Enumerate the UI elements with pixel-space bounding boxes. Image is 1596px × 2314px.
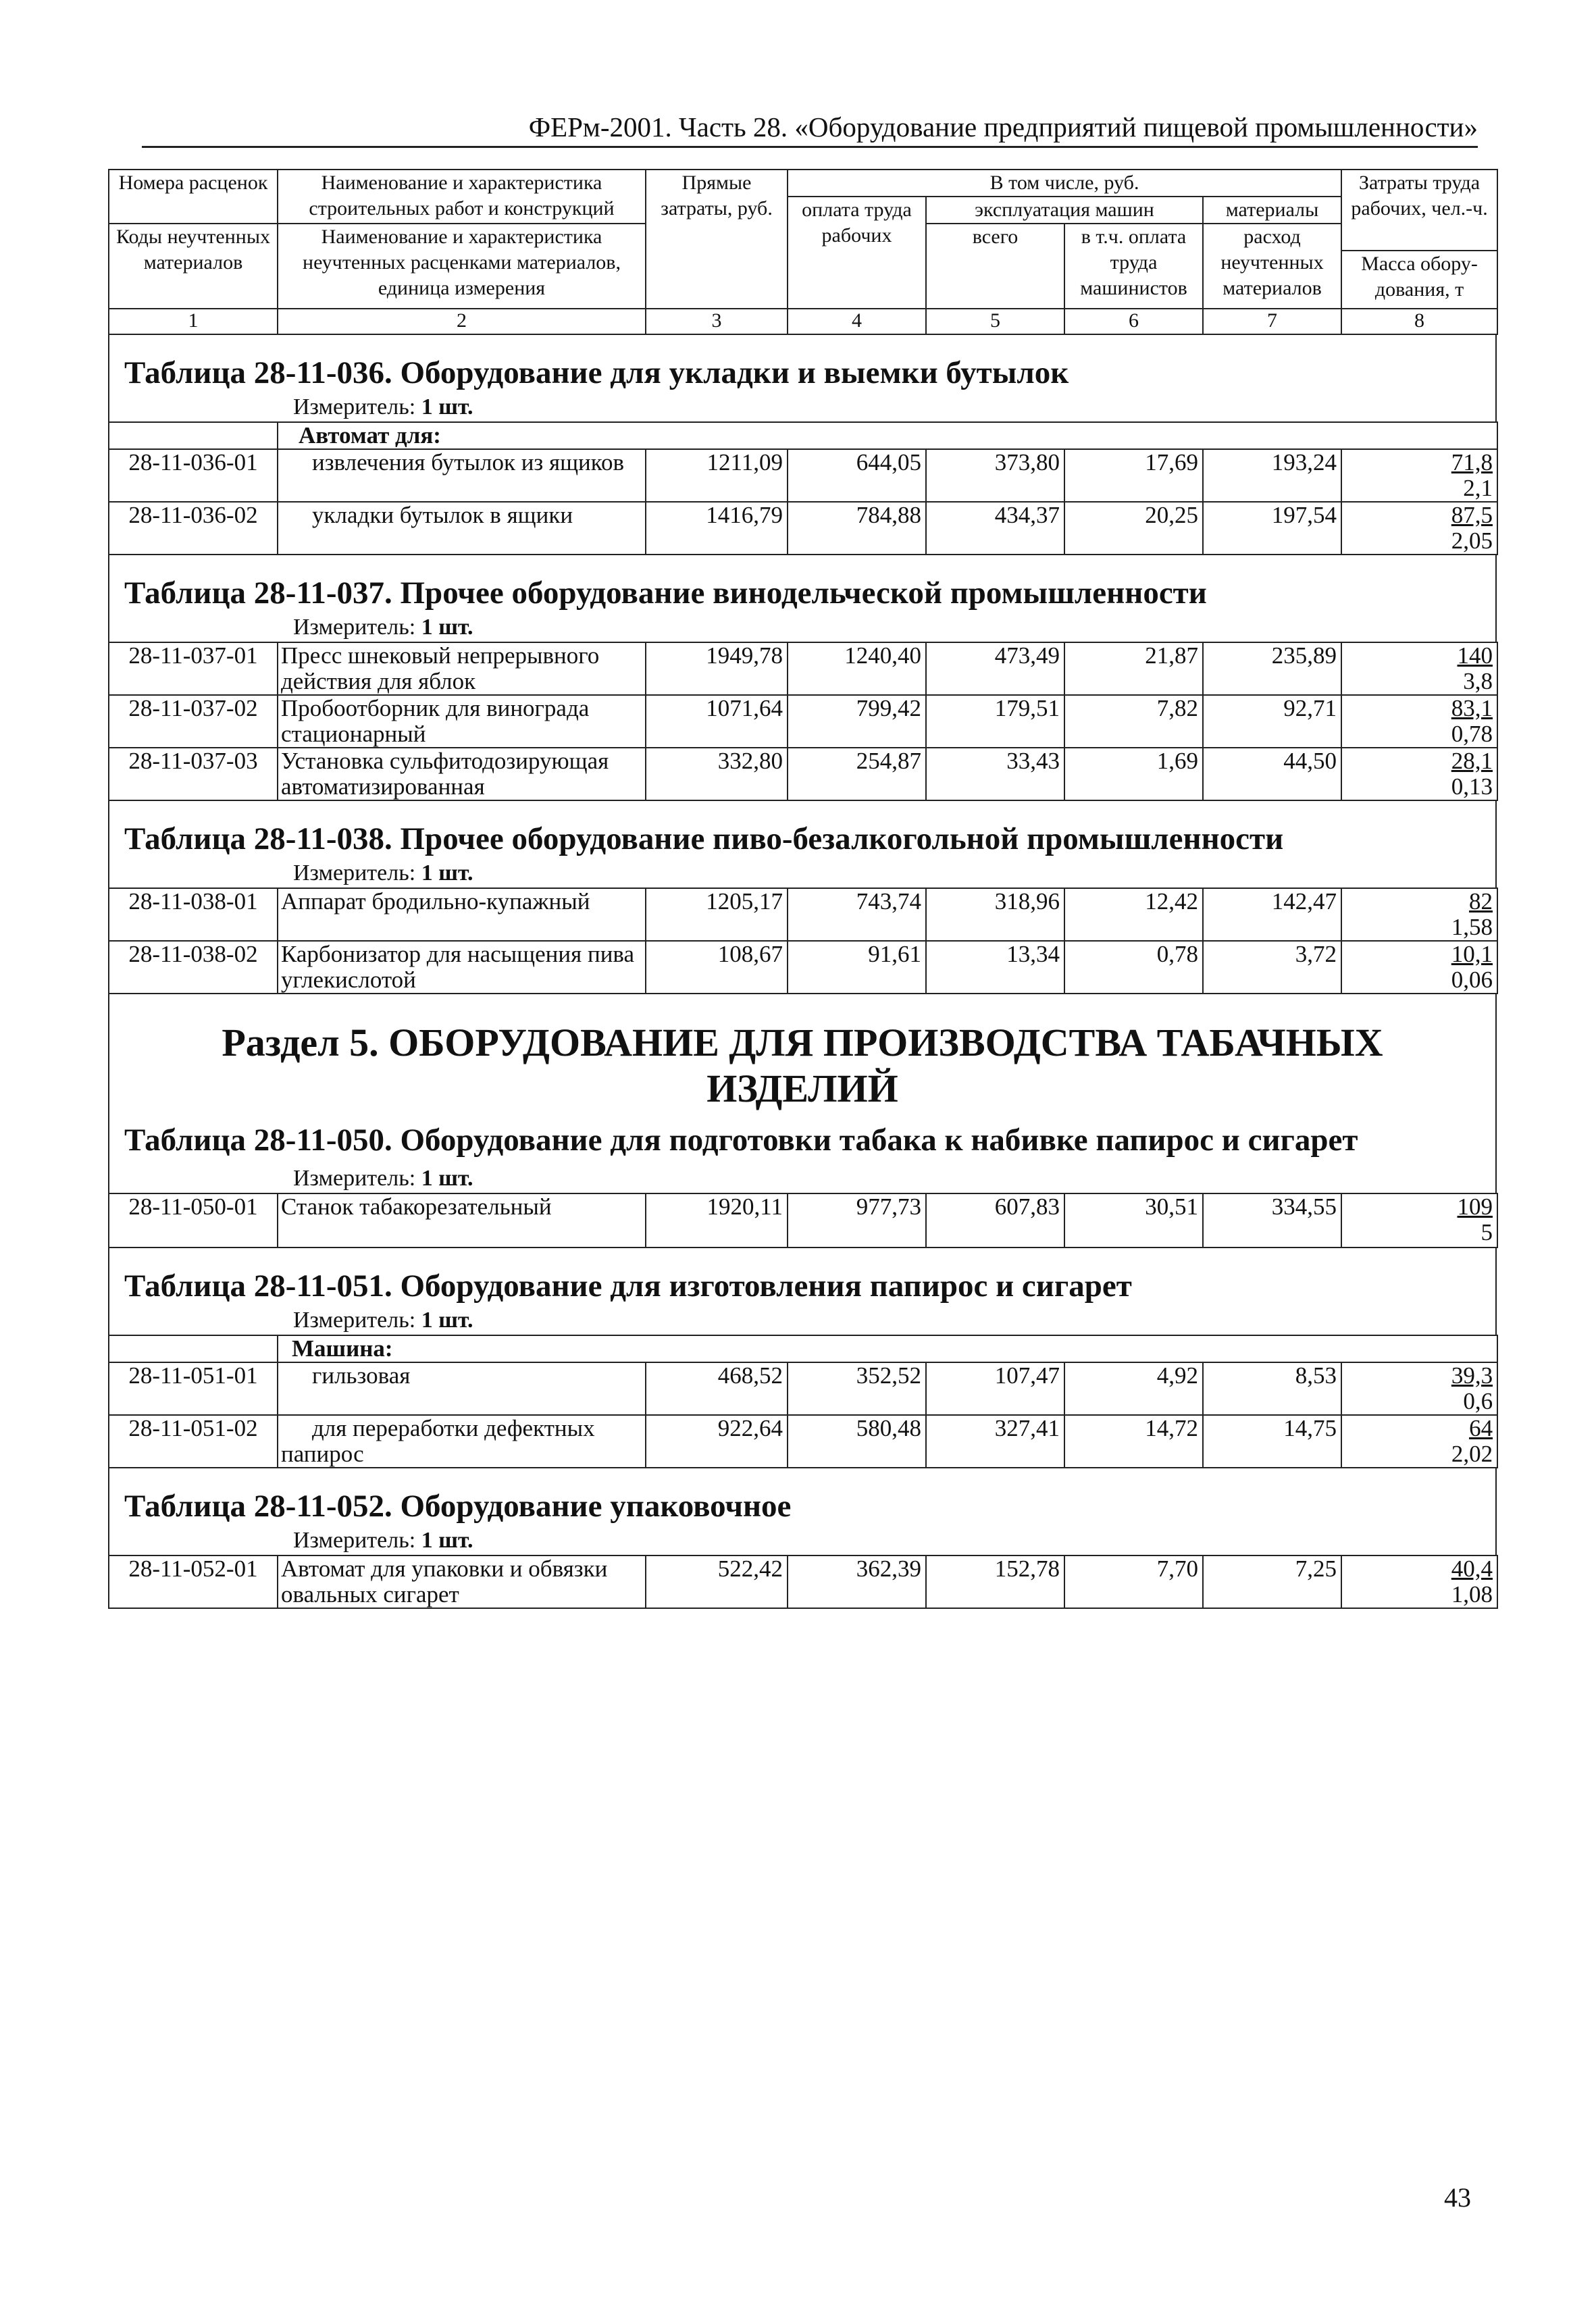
rates-table bbox=[108, 888, 1498, 994]
table-050 bbox=[108, 1112, 1497, 1193]
rate-name: Станок табакорезательный bbox=[278, 1193, 646, 1248]
col-number: 3 bbox=[646, 309, 788, 334]
unit-label: Измеритель: bbox=[293, 394, 416, 419]
table-row bbox=[109, 888, 1497, 941]
direct-costs: 1205,17 bbox=[646, 888, 788, 941]
equipment-mass: 1,58 bbox=[1451, 914, 1493, 940]
rate-name: Автомат для упаковки и обвязки овальных сигарет bbox=[278, 1555, 646, 1608]
equipment-mass: 3,8 bbox=[1463, 668, 1493, 694]
worker-pay: 784,88 bbox=[788, 502, 926, 555]
materials-cost: 14,75 bbox=[1203, 1415, 1341, 1468]
document-frame bbox=[108, 169, 1497, 1609]
machinist-pay: 7,82 bbox=[1064, 695, 1203, 748]
col-number: 5 bbox=[926, 309, 1064, 334]
page-number: 43 bbox=[1444, 2182, 1471, 2213]
section-title-line: Раздел 5. ОБОРУДОВАНИЕ ДЛЯ ПРОИЗВОДСТВА ТАБАЧНЫХ bbox=[222, 1021, 1383, 1064]
machines-total: 373,80 bbox=[926, 449, 1064, 502]
group-blank bbox=[109, 1335, 278, 1362]
labor-mass-cell bbox=[1341, 695, 1497, 748]
materials-cost: 8,53 bbox=[1203, 1362, 1341, 1415]
machinist-pay: 12,42 bbox=[1064, 888, 1203, 941]
equipment-mass: 0,6 bbox=[1463, 1388, 1493, 1414]
materials-cost: 92,71 bbox=[1203, 695, 1341, 748]
machines-total: 33,43 bbox=[926, 748, 1064, 800]
direct-costs: 522,42 bbox=[646, 1555, 788, 1608]
unit-value: 1 шт. bbox=[421, 615, 473, 640]
table-row bbox=[109, 1415, 1497, 1468]
labor-mass-cell bbox=[1341, 1415, 1497, 1468]
unit-line bbox=[109, 1525, 1495, 1555]
unit-line bbox=[109, 858, 1495, 888]
labor-mass-cell bbox=[1341, 1362, 1497, 1415]
rate-name: Карбонизатор для насыщения пива углекислотой bbox=[278, 941, 646, 994]
labor-mass-cell bbox=[1341, 1193, 1497, 1248]
labor-mass-cell bbox=[1341, 888, 1497, 941]
header-labor-costs: Затраты труда рабочих, чел.-ч. bbox=[1341, 170, 1497, 251]
machines-total: 179,51 bbox=[926, 695, 1064, 748]
header-machines-total: всего bbox=[926, 224, 1064, 309]
rate-name: Установка сульфитодозирующая автоматизированная bbox=[278, 748, 646, 800]
materials-cost: 197,54 bbox=[1203, 502, 1341, 555]
unit-value: 1 шт. bbox=[421, 1528, 473, 1553]
equipment-mass: 2,02 bbox=[1451, 1441, 1493, 1467]
machines-total: 434,37 bbox=[926, 502, 1064, 555]
labor-mass-cell bbox=[1341, 449, 1497, 502]
materials-cost: 142,47 bbox=[1203, 888, 1341, 941]
direct-costs: 468,52 bbox=[646, 1362, 788, 1415]
rate-code: 28-11-037-01 bbox=[109, 642, 278, 695]
unit-line bbox=[109, 1163, 1495, 1193]
equipment-mass: 0,78 bbox=[1451, 721, 1493, 747]
header-material-name: Наименование и характеристика неучтенных расценками материалов, единица измерения bbox=[278, 224, 646, 309]
labor-mass-cell bbox=[1341, 502, 1497, 555]
labor-mass-cell bbox=[1341, 642, 1497, 695]
header-material-consumption: расход неучтенных материалов bbox=[1203, 224, 1341, 309]
unit-value: 1 шт. bbox=[421, 1308, 473, 1333]
materials-cost: 235,89 bbox=[1203, 642, 1341, 695]
materials-cost: 334,55 bbox=[1203, 1193, 1341, 1248]
col-number: 2 bbox=[278, 309, 646, 334]
labor-hours: 40,4 bbox=[1451, 1555, 1493, 1582]
direct-costs: 1416,79 bbox=[646, 502, 788, 555]
machines-total: 327,41 bbox=[926, 1415, 1064, 1468]
machinist-pay: 21,87 bbox=[1064, 642, 1203, 695]
machines-total: 107,47 bbox=[926, 1362, 1064, 1415]
rate-name: Пресс шнековый непрерывного действия для яблок bbox=[278, 642, 646, 695]
rate-code: 28-11-036-02 bbox=[109, 502, 278, 555]
worker-pay: 644,05 bbox=[788, 449, 926, 502]
header-machinist-pay: в т.ч. оплата труда машинистов bbox=[1064, 224, 1203, 309]
equipment-mass: 2,05 bbox=[1451, 528, 1493, 554]
worker-pay: 799,42 bbox=[788, 695, 926, 748]
direct-costs: 1920,11 bbox=[646, 1193, 788, 1248]
table-052 bbox=[108, 1468, 1497, 1555]
header-material-codes: Коды неучтенных материалов bbox=[109, 224, 278, 309]
section-heading bbox=[108, 994, 1497, 1112]
labor-hours: 64 bbox=[1469, 1415, 1493, 1441]
labor-mass-cell bbox=[1341, 1555, 1497, 1608]
machinist-pay: 14,72 bbox=[1064, 1415, 1203, 1468]
table-title: Таблица 28-11-037. Прочее оборудование винодельческой промышленности bbox=[124, 575, 1207, 611]
labor-hours: 28,1 bbox=[1451, 748, 1493, 774]
table-row bbox=[109, 941, 1497, 994]
section-title-line: ИЗДЕЛИЙ bbox=[706, 1066, 898, 1110]
direct-costs: 1211,09 bbox=[646, 449, 788, 502]
worker-pay: 1240,40 bbox=[788, 642, 926, 695]
machinist-pay: 1,69 bbox=[1064, 748, 1203, 800]
unit-line bbox=[109, 612, 1495, 642]
unit-label: Измеритель: bbox=[293, 1166, 416, 1191]
equipment-mass: 5 bbox=[1481, 1219, 1493, 1245]
machinist-pay: 7,70 bbox=[1064, 1555, 1203, 1608]
unit-line bbox=[109, 392, 1495, 421]
header-worker-pay: оплата труда рабочих bbox=[788, 197, 926, 309]
rate-code: 28-11-036-01 bbox=[109, 449, 278, 502]
rate-name: укладки бутылок в ящики bbox=[278, 502, 646, 555]
materials-cost: 3,72 bbox=[1203, 941, 1341, 994]
worker-pay: 580,48 bbox=[788, 1415, 926, 1468]
unit-label: Измеритель: bbox=[293, 615, 416, 640]
table-title: Таблица 28-11-038. Прочее оборудование пиво-безалкогольной промышленности bbox=[124, 821, 1284, 856]
rate-code: 28-11-038-02 bbox=[109, 941, 278, 994]
table-title: Таблица 28-11-050. Оборудование для подготовки табака к набивке папирос и сигарет bbox=[124, 1123, 1358, 1158]
rate-code: 28-11-051-02 bbox=[109, 1415, 278, 1468]
table-row bbox=[109, 748, 1497, 800]
labor-hours: 10,1 bbox=[1451, 941, 1493, 967]
labor-hours: 71,8 bbox=[1451, 449, 1493, 475]
unit-value: 1 шт. bbox=[421, 394, 473, 419]
table-row bbox=[109, 1362, 1497, 1415]
rate-name: Пробоотборник для винограда стационарный bbox=[278, 695, 646, 748]
labor-hours: 140 bbox=[1457, 642, 1493, 669]
unit-label: Измеритель: bbox=[293, 1308, 416, 1333]
worker-pay: 352,52 bbox=[788, 1362, 926, 1415]
rate-name: гильзовая bbox=[278, 1362, 646, 1415]
header-work-name: Наименование и характеристика строительных работ и конструкций bbox=[278, 170, 646, 224]
unit-label: Измеритель: bbox=[293, 1528, 416, 1553]
rates-table bbox=[108, 1193, 1498, 1248]
rate-code: 28-11-037-02 bbox=[109, 695, 278, 748]
direct-costs: 922,64 bbox=[646, 1415, 788, 1468]
table-051 bbox=[108, 1248, 1497, 1335]
materials-cost: 44,50 bbox=[1203, 748, 1341, 800]
column-header bbox=[108, 169, 1498, 335]
rate-code: 28-11-050-01 bbox=[109, 1193, 278, 1248]
labor-hours: 87,5 bbox=[1451, 502, 1493, 528]
group-blank bbox=[109, 422, 278, 449]
equipment-mass: 1,08 bbox=[1451, 1581, 1493, 1608]
labor-mass-cell bbox=[1341, 748, 1497, 800]
table-row bbox=[109, 502, 1497, 555]
rate-code: 28-11-052-01 bbox=[109, 1555, 278, 1608]
machines-total: 607,83 bbox=[926, 1193, 1064, 1248]
header-direct-costs: Прямые затраты, руб. bbox=[646, 170, 788, 309]
header-equipment-mass: Масса обору-дования, т bbox=[1341, 251, 1497, 309]
machinist-pay: 20,25 bbox=[1064, 502, 1203, 555]
table-title: Таблица 28-11-036. Оборудование для укладки и выемки бутылок bbox=[124, 355, 1069, 390]
table-title: Таблица 28-11-051. Оборудование для изготовления папирос и сигарет bbox=[124, 1268, 1132, 1304]
worker-pay: 743,74 bbox=[788, 888, 926, 941]
machines-total: 152,78 bbox=[926, 1555, 1064, 1608]
direct-costs: 332,80 bbox=[646, 748, 788, 800]
direct-costs: 108,67 bbox=[646, 941, 788, 994]
table-036 bbox=[108, 335, 1497, 421]
rate-code: 28-11-037-03 bbox=[109, 748, 278, 800]
equipment-mass: 0,13 bbox=[1451, 773, 1493, 800]
rates-table bbox=[108, 1555, 1498, 1609]
rate-code: 28-11-038-01 bbox=[109, 888, 278, 941]
machines-total: 473,49 bbox=[926, 642, 1064, 695]
rate-name: извлечения бутылок из ящиков bbox=[278, 449, 646, 502]
machines-total: 318,96 bbox=[926, 888, 1064, 941]
table-037 bbox=[108, 555, 1497, 642]
col-number: 8 bbox=[1341, 309, 1497, 334]
group-label: Автомат для: bbox=[278, 422, 1497, 449]
labor-hours: 109 bbox=[1457, 1193, 1493, 1220]
worker-pay: 977,73 bbox=[788, 1193, 926, 1248]
header-materials: материалы bbox=[1203, 197, 1341, 224]
rate-code: 28-11-051-01 bbox=[109, 1362, 278, 1415]
labor-mass-cell bbox=[1341, 941, 1497, 994]
table-title: Таблица 28-11-052. Оборудование упаковочное bbox=[124, 1489, 792, 1524]
worker-pay: 91,61 bbox=[788, 941, 926, 994]
table-row bbox=[109, 695, 1497, 748]
worker-pay: 362,39 bbox=[788, 1555, 926, 1608]
rate-name: Аппарат бродильно-купажный bbox=[278, 888, 646, 941]
direct-costs: 1949,78 bbox=[646, 642, 788, 695]
col-number: 6 bbox=[1064, 309, 1203, 334]
machinist-pay: 30,51 bbox=[1064, 1193, 1203, 1248]
header-machine-operation: эксплуатация машин bbox=[926, 197, 1203, 224]
worker-pay: 254,87 bbox=[788, 748, 926, 800]
running-head: ФЕРм-2001. Часть 28. «Оборудование предприятий пищевой промышленности» bbox=[142, 108, 1478, 148]
materials-cost: 7,25 bbox=[1203, 1555, 1341, 1608]
unit-line bbox=[109, 1305, 1495, 1335]
rates-table bbox=[108, 1335, 1498, 1468]
machinist-pay: 0,78 bbox=[1064, 941, 1203, 994]
machines-total: 13,34 bbox=[926, 941, 1064, 994]
machinist-pay: 17,69 bbox=[1064, 449, 1203, 502]
rates-table bbox=[108, 421, 1498, 555]
col-number: 4 bbox=[788, 309, 926, 334]
machinist-pay: 4,92 bbox=[1064, 1362, 1203, 1415]
labor-hours: 82 bbox=[1469, 888, 1493, 915]
header-rate-numbers: Номера расценок bbox=[109, 170, 278, 224]
group-label: Машина: bbox=[278, 1335, 1497, 1362]
col-number: 1 bbox=[109, 309, 278, 334]
labor-hours: 39,3 bbox=[1451, 1362, 1493, 1389]
equipment-mass: 0,06 bbox=[1451, 967, 1493, 993]
col-number: 7 bbox=[1203, 309, 1341, 334]
rates-table bbox=[108, 642, 1498, 801]
header-including: В том числе, руб. bbox=[788, 170, 1341, 197]
unit-label: Измеритель: bbox=[293, 860, 416, 885]
unit-value: 1 шт. bbox=[421, 1166, 473, 1191]
table-038 bbox=[108, 801, 1497, 888]
table-row bbox=[109, 449, 1497, 502]
equipment-mass: 2,1 bbox=[1463, 475, 1493, 501]
table-row bbox=[109, 1193, 1497, 1248]
rate-name: для переработки дефектных папирос bbox=[278, 1415, 646, 1468]
table-row bbox=[109, 1555, 1497, 1608]
unit-value: 1 шт. bbox=[421, 860, 473, 885]
materials-cost: 193,24 bbox=[1203, 449, 1341, 502]
table-row bbox=[109, 642, 1497, 695]
labor-hours: 83,1 bbox=[1451, 695, 1493, 721]
direct-costs: 1071,64 bbox=[646, 695, 788, 748]
